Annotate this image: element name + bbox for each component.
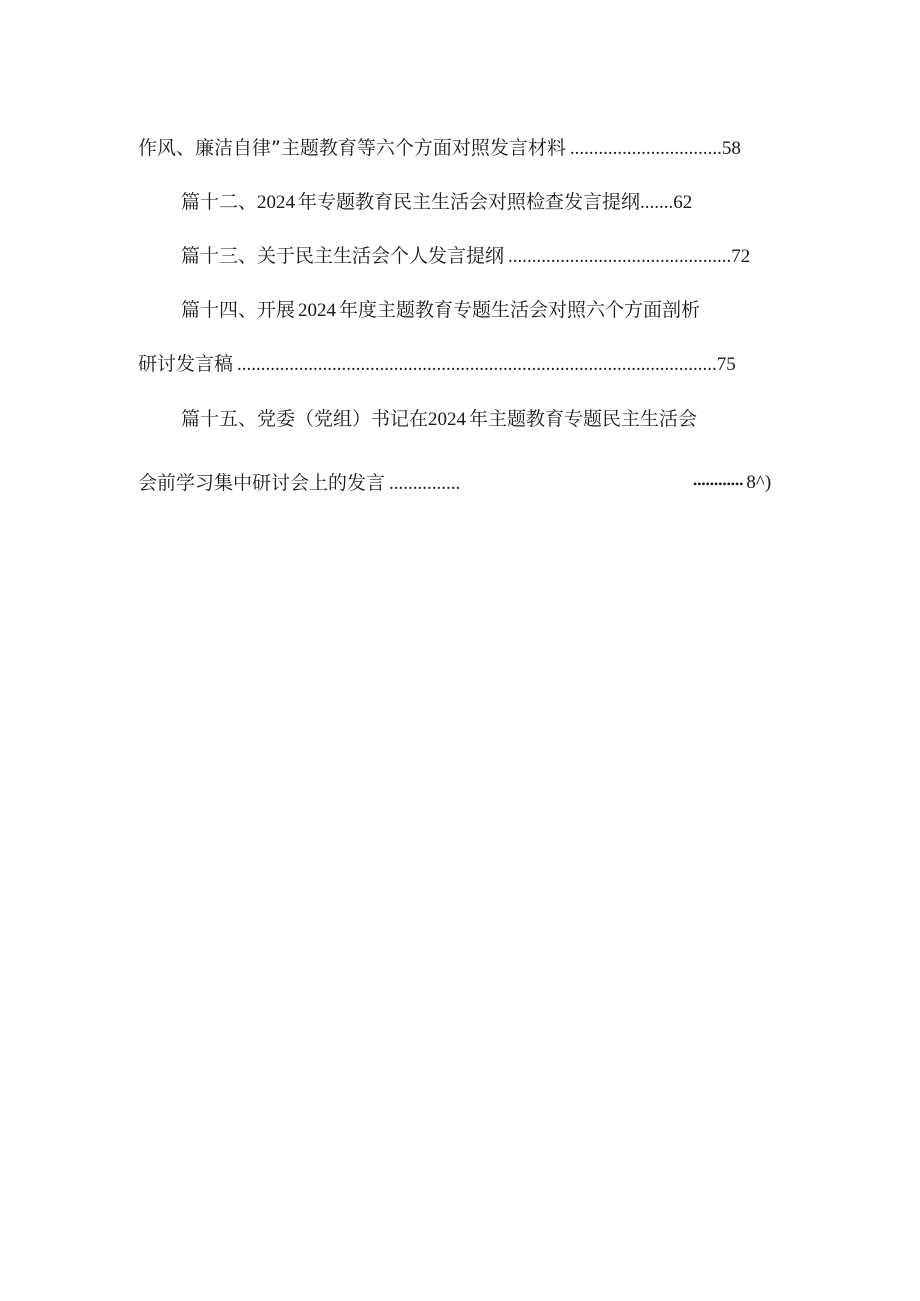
toc-entry-12-year: 2024 [257,192,296,213]
toc-entry-15-continuation[interactable] [138,471,460,496]
toc-entry-14-prefix: 篇十四、开展 [181,299,296,321]
toc-entry-15-cont-text: 会前学习集中研讨会上的发言 [138,472,386,494]
toc-entry-14[interactable] [181,298,700,323]
toc-entry-15-year: 2024 [428,409,467,430]
toc-entry-12[interactable] [181,190,692,215]
toc-entry-14-year: 2024 [298,300,337,321]
toc-leader-dots: ..................................................................................................... [237,354,717,375]
toc-entry-15[interactable] [181,407,697,432]
toc-entry-11-text: 作风、廉洁自律”主题教育等六个方面对照发言材料 [138,137,566,159]
toc-entry-12-prefix: 篇十二、 [181,191,258,213]
toc-entry-14-continuation[interactable] [138,352,736,377]
toc-entry-11-continuation[interactable] [138,136,741,161]
toc-entry-14-text: 年度主题教育专题生活会对照六个方面剖析 [339,299,701,321]
toc-entry-13[interactable] [181,244,750,269]
toc-leader-bullets: •••••••••••• [693,477,744,491]
toc-leader-dots: ............................................... [508,246,732,267]
toc-page-number: 62 [673,192,693,213]
toc-entry-15-prefix: 篇十五、党委（党组）书记在 [181,408,429,430]
toc-page-number: 72 [731,246,751,267]
toc-page-number: 8^) [746,472,772,493]
toc-page-number: 75 [716,354,736,375]
toc-entry-14-cont-text: 研讨发言稿 [138,353,234,375]
toc-leader-dots: ....... [640,192,674,213]
toc-page-number: 58 [721,138,741,159]
toc-entry-13-text: 篇十三、关于民主生活会个人发言提纲 [181,245,505,267]
toc-entry-15-page-group [693,471,771,496]
toc-entry-15-text: 年主题教育专题民主生活会 [469,408,698,430]
toc-leader-dots: ............... [389,473,461,494]
toc-entry-12-text: 年专题教育民主生活会对照检查发言提纲 [298,191,641,213]
toc-leader-dots: ................................ [569,138,722,159]
